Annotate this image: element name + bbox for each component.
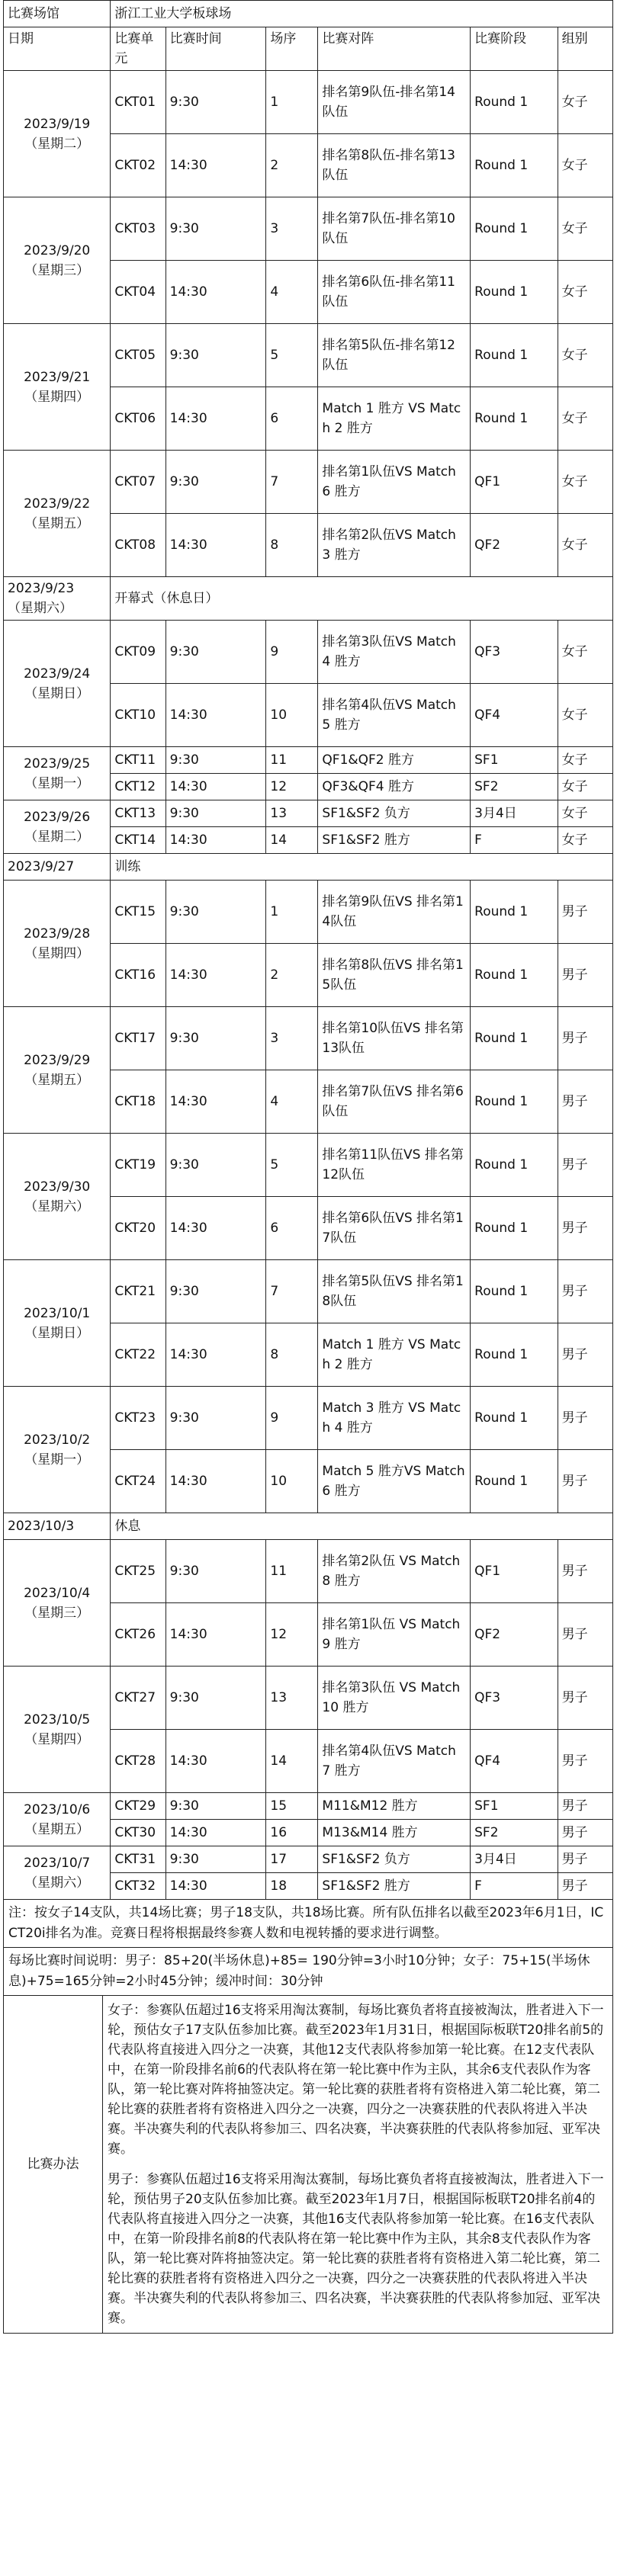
group-cell: 男子 (558, 1450, 612, 1513)
time-cell: 9:30 (165, 1667, 266, 1730)
match-cell: Match 1 胜方 VS Match 2 胜方 (318, 387, 471, 451)
stage-cell: SF2 (471, 1820, 558, 1846)
stage-cell: Round 1 (471, 881, 558, 944)
time-cell: 9:30 (165, 800, 266, 827)
unit-cell: CKT23 (111, 1387, 165, 1450)
match-row (4, 1007, 613, 1070)
match-cell: 排名第3队伍VS Match 4 胜方 (318, 621, 471, 684)
match-row (4, 197, 613, 261)
match-cell: 排名第9队伍VS 排名第14队伍 (318, 881, 471, 944)
date-cell (4, 881, 111, 1007)
time-cell: 9:30 (165, 451, 266, 514)
match-cell: 排名第7队伍VS 排名第6队伍 (318, 1070, 471, 1134)
stage-cell: QF4 (471, 684, 558, 747)
note-duration: 每场比赛时间说明：男子：85+20(半场休息)+85= 190分钟=3小时10分钟；女子：75+15(半场休息)+75=165分钟=2小时45分钟；缓冲时间：30分钟 (4, 1948, 613, 1996)
group-cell: 女子 (558, 324, 612, 387)
match-row (4, 71, 613, 134)
stage-cell: Round 1 (471, 197, 558, 261)
day-note: 休息 (111, 1513, 613, 1540)
group-cell: 男子 (558, 1873, 612, 1900)
unit-cell: CKT12 (111, 774, 165, 800)
order-cell: 3 (266, 1007, 318, 1070)
time-cell: 14:30 (165, 514, 266, 577)
date-text: 2023/9/22 (24, 496, 91, 512)
venue-name: 浙江工业大学板球场 (111, 1, 613, 27)
match-cell: 排名第6队伍VS 排名第17队伍 (318, 1197, 471, 1260)
match-row (4, 800, 613, 827)
order-cell: 2 (266, 134, 318, 197)
time-cell: 9:30 (165, 1387, 266, 1450)
order-cell: 5 (266, 1134, 318, 1197)
date-text: 2023/9/30 (24, 1179, 91, 1195)
header-stage: 比赛阶段 (471, 27, 558, 71)
rest-day-row (4, 577, 613, 621)
stage-cell: QF3 (471, 1667, 558, 1730)
group-cell: 男子 (558, 944, 612, 1007)
date-text: 2023/10/2 (24, 1432, 91, 1448)
date-cell (4, 1846, 111, 1900)
time-cell: 14:30 (165, 944, 266, 1007)
unit-cell: CKT17 (111, 1007, 165, 1070)
date-cell (4, 1260, 111, 1387)
unit-cell: CKT21 (111, 1260, 165, 1323)
match-cell: SF1&SF2 负方 (318, 1846, 471, 1873)
unit-cell: CKT06 (111, 387, 165, 451)
date-cell (4, 197, 111, 324)
time-cell: 9:30 (165, 1540, 266, 1603)
stage-cell: Round 1 (471, 324, 558, 387)
unit-cell: CKT30 (111, 1820, 165, 1846)
unit-cell: CKT32 (111, 1873, 165, 1900)
stage-cell: QF1 (471, 451, 558, 514)
rest-day-row (4, 1513, 613, 1540)
unit-cell: CKT25 (111, 1540, 165, 1603)
date-text: 2023/9/29 (24, 1052, 91, 1068)
time-cell: 9:30 (165, 71, 266, 134)
date-cell (4, 1134, 111, 1260)
time-cell: 14:30 (165, 1070, 266, 1134)
note-teams: 注：按女子14支队，共14场比赛；男子18支队，共18场比赛。所有队伍排名以截至2023年6月1日，ICCT20i排名为准。竞赛日程将根据最终参赛人数和电视转播的要求进行调整。 (4, 1900, 613, 1948)
date-text: 2023/9/24 (24, 666, 91, 682)
stage-cell: Round 1 (471, 944, 558, 1007)
weekday-text: （星期二） (24, 829, 90, 845)
stage-cell: Round 1 (471, 71, 558, 134)
group-cell: 女子 (558, 684, 612, 747)
order-cell: 13 (266, 1667, 318, 1730)
time-cell: 14:30 (165, 1450, 266, 1513)
unit-cell: CKT26 (111, 1603, 165, 1667)
stage-cell: Round 1 (471, 1197, 558, 1260)
stage-cell: Round 1 (471, 1260, 558, 1323)
weekday-text: （星期四） (24, 945, 90, 961)
date-cell (4, 854, 111, 881)
date-cell (4, 747, 111, 800)
time-cell: 14:30 (165, 134, 266, 197)
match-cell: 排名第4队伍VS Match 5 胜方 (318, 684, 471, 747)
header-row (4, 27, 613, 71)
unit-cell: CKT20 (111, 1197, 165, 1260)
match-cell: 排名第9队伍-排名第14队伍 (318, 71, 471, 134)
group-cell: 男子 (558, 1793, 612, 1820)
time-cell: 9:30 (165, 324, 266, 387)
order-cell: 11 (266, 747, 318, 774)
match-cell: 排名第2队伍VS Match 3 胜方 (318, 514, 471, 577)
weekday-text: （星期三） (24, 262, 90, 278)
unit-cell: CKT15 (111, 881, 165, 944)
stage-cell: QF4 (471, 1730, 558, 1793)
rules-text (103, 1996, 613, 2334)
match-cell: 排名第10队伍VS 排名第13队伍 (318, 1007, 471, 1070)
unit-cell: CKT04 (111, 261, 165, 324)
stage-cell: 3月4日 (471, 800, 558, 827)
match-cell: 排名第1队伍VS Match 6 胜方 (318, 451, 471, 514)
unit-cell: CKT08 (111, 514, 165, 577)
unit-cell: CKT10 (111, 684, 165, 747)
stage-cell: Round 1 (471, 1387, 558, 1450)
time-cell: 14:30 (165, 387, 266, 451)
date-text: 2023/9/21 (24, 369, 91, 385)
weekday-text: （星期二） (24, 136, 90, 152)
group-cell: 女子 (558, 621, 612, 684)
day-note: 训练 (111, 854, 613, 881)
stage-cell: 3月4日 (471, 1846, 558, 1873)
group-cell: 女子 (558, 387, 612, 451)
date-cell (4, 1667, 111, 1793)
unit-cell: CKT31 (111, 1846, 165, 1873)
order-cell: 1 (266, 881, 318, 944)
group-cell: 男子 (558, 881, 612, 944)
stage-cell: Round 1 (471, 261, 558, 324)
order-cell: 6 (266, 1197, 318, 1260)
group-cell: 男子 (558, 1603, 612, 1667)
stage-cell: Round 1 (471, 1007, 558, 1070)
group-cell: 女子 (558, 261, 612, 324)
time-cell: 14:30 (165, 261, 266, 324)
rules-label: 比赛办法 (4, 1996, 103, 2334)
time-cell: 14:30 (165, 774, 266, 800)
stage-cell: F (471, 1873, 558, 1900)
stage-cell: Round 1 (471, 1134, 558, 1197)
order-cell: 7 (266, 451, 318, 514)
header-group: 组别 (558, 27, 612, 71)
date-cell (4, 324, 111, 451)
unit-cell: CKT14 (111, 827, 165, 854)
order-cell: 5 (266, 324, 318, 387)
group-cell: 男子 (558, 1820, 612, 1846)
unit-cell: CKT07 (111, 451, 165, 514)
stage-cell: QF2 (471, 514, 558, 577)
order-cell: 13 (266, 800, 318, 827)
group-cell: 男子 (558, 1197, 612, 1260)
date-text: 2023/10/6 (24, 1801, 91, 1817)
group-cell: 女子 (558, 800, 612, 827)
group-cell: 男子 (558, 1007, 612, 1070)
match-cell: 排名第11队伍VS 排名第12队伍 (318, 1134, 471, 1197)
date-cell (4, 71, 111, 197)
order-cell: 2 (266, 944, 318, 1007)
venue-label: 比赛场馆 (4, 1, 111, 27)
time-cell: 9:30 (165, 621, 266, 684)
unit-cell: CKT18 (111, 1070, 165, 1134)
date-text: 2023/9/27 (8, 859, 75, 874)
weekday-text: （星期五） (24, 515, 90, 531)
date-text: 2023/9/20 (24, 242, 91, 258)
time-cell: 14:30 (165, 684, 266, 747)
match-cell: 排名第1队伍 VS Match 9 胜方 (318, 1603, 471, 1667)
date-text: 2023/10/1 (24, 1305, 91, 1321)
order-cell: 10 (266, 1450, 318, 1513)
unit-cell: CKT01 (111, 71, 165, 134)
date-cell (4, 1387, 111, 1513)
match-cell: 排名第8队伍-排名第13队伍 (318, 134, 471, 197)
match-cell: QF3&QF4 胜方 (318, 774, 471, 800)
order-cell: 8 (266, 514, 318, 577)
match-cell: 排名第6队伍-排名第11队伍 (318, 261, 471, 324)
match-row (4, 1793, 613, 1820)
match-row (4, 1846, 613, 1873)
day-note: 开幕式（休息日） (111, 577, 613, 621)
unit-cell: CKT16 (111, 944, 165, 1007)
unit-cell: CKT11 (111, 747, 165, 774)
order-cell: 15 (266, 1793, 318, 1820)
group-cell: 女子 (558, 71, 612, 134)
unit-cell: CKT13 (111, 800, 165, 827)
date-cell (4, 800, 111, 854)
group-cell: 女子 (558, 514, 612, 577)
date-cell (4, 577, 111, 621)
time-cell: 9:30 (165, 1134, 266, 1197)
order-cell: 6 (266, 387, 318, 451)
header-match: 比赛对阵 (318, 27, 471, 71)
unit-cell: CKT29 (111, 1793, 165, 1820)
match-cell: M11&M12 胜方 (318, 1793, 471, 1820)
order-cell: 11 (266, 1540, 318, 1603)
date-text: 2023/10/4 (24, 1585, 91, 1601)
group-cell: 男子 (558, 1846, 612, 1873)
match-cell: 排名第5队伍-排名第12队伍 (318, 324, 471, 387)
match-row (4, 747, 613, 774)
group-cell: 男子 (558, 1260, 612, 1323)
header-time: 比赛时间 (165, 27, 266, 71)
date-text: 2023/10/3 (8, 1519, 75, 1534)
weekday-text: （星期日） (24, 685, 90, 701)
time-cell: 14:30 (165, 1730, 266, 1793)
order-cell: 12 (266, 774, 318, 800)
date-cell (4, 1007, 111, 1134)
match-row (4, 1260, 613, 1323)
unit-cell: CKT03 (111, 197, 165, 261)
stage-cell: Round 1 (471, 1070, 558, 1134)
schedule-body (4, 1, 613, 1900)
date-cell (4, 621, 111, 747)
order-cell: 4 (266, 1070, 318, 1134)
match-cell: Match 5 胜方VS Match 6 胜方 (318, 1450, 471, 1513)
weekday-text: （星期六） (24, 1198, 90, 1214)
order-cell: 9 (266, 1387, 318, 1450)
match-row (4, 1387, 613, 1450)
group-cell: 男子 (558, 1540, 612, 1603)
time-cell: 9:30 (165, 1007, 266, 1070)
match-cell: Match 1 胜方 VS Match 2 胜方 (318, 1323, 471, 1387)
order-cell: 17 (266, 1846, 318, 1873)
group-cell: 男子 (558, 1730, 612, 1793)
unit-cell: CKT22 (111, 1323, 165, 1387)
time-cell: 14:30 (165, 1323, 266, 1387)
time-cell: 14:30 (165, 1603, 266, 1667)
order-cell: 16 (266, 1820, 318, 1846)
order-cell: 4 (266, 261, 318, 324)
match-cell: Match 3 胜方 VS Match 4 胜方 (318, 1387, 471, 1450)
time-cell: 9:30 (165, 881, 266, 944)
match-cell: SF1&SF2 胜方 (318, 827, 471, 854)
group-cell: 女子 (558, 134, 612, 197)
date-text: 2023/10/5 (24, 1711, 91, 1727)
order-cell: 8 (266, 1323, 318, 1387)
header-order: 场序 (266, 27, 318, 71)
match-row (4, 621, 613, 684)
unit-cell: CKT24 (111, 1450, 165, 1513)
group-cell: 男子 (558, 1070, 612, 1134)
order-cell: 3 (266, 197, 318, 261)
match-cell: 排名第3队伍 VS Match 10 胜方 (318, 1667, 471, 1730)
order-cell: 1 (266, 71, 318, 134)
unit-cell: CKT28 (111, 1730, 165, 1793)
date-cell (4, 451, 111, 577)
time-cell: 14:30 (165, 1820, 266, 1846)
rules-women: 女子：参赛队伍超过16支将采用淘汰赛制，每场比赛负者将直接被淘汰，胜者进入下一轮，预估女子17支队伍参加比赛。截至2023年1月31日，根据国际板联T20排名前5的代表队将直接进入四分之一决赛，其他12支代表队将参加第一轮比赛。在12支代表队中，在第一阶段排名前6的代表队将在第一轮比赛中作为主队，其余6支代表队作为客队，第一轮比赛对阵将抽签决定。第一轮比赛的获胜者将有资格进入第二轮比赛，第二轮比赛的获胜者将有资格进入四分之一决赛，四分之一决赛获胜的代表队将进入半决赛。半决赛失利的代表队将参加三、四名决赛，半决赛获胜的代表队将参加冠、亚军决赛。 (108, 2003, 604, 2157)
match-row (4, 451, 613, 514)
stage-cell: SF1 (471, 747, 558, 774)
order-cell: 18 (266, 1873, 318, 1900)
match-cell: 排名第5队伍VS 排名第18队伍 (318, 1260, 471, 1323)
time-cell: 9:30 (165, 747, 266, 774)
weekday-text: （星期五） (24, 1821, 90, 1837)
match-cell: 排名第2队伍 VS Match 8 胜方 (318, 1540, 471, 1603)
schedule-table (3, 0, 613, 1900)
order-cell: 9 (266, 621, 318, 684)
time-cell: 14:30 (165, 1873, 266, 1900)
date-text: 2023/9/19 (24, 116, 91, 132)
rest-day-row (4, 854, 613, 881)
venue-row (4, 1, 613, 27)
match-cell: QF1&QF2 胜方 (318, 747, 471, 774)
time-cell: 14:30 (165, 827, 266, 854)
time-cell: 9:30 (165, 1793, 266, 1820)
weekday-text: （星期六） (8, 601, 72, 616)
date-cell (4, 1540, 111, 1667)
group-cell: 男子 (558, 1134, 612, 1197)
unit-cell: CKT19 (111, 1134, 165, 1197)
weekday-text: （星期日） (24, 1325, 90, 1341)
match-row (4, 1134, 613, 1197)
time-cell: 9:30 (165, 1846, 266, 1873)
date-text: 2023/9/28 (24, 925, 91, 942)
date-cell (4, 1513, 111, 1540)
date-cell (4, 1793, 111, 1846)
header-unit: 比赛单元 (111, 27, 165, 71)
stage-cell: SF2 (471, 774, 558, 800)
weekday-text: （星期四） (24, 389, 90, 405)
stage-cell: QF3 (471, 621, 558, 684)
stage-cell: QF2 (471, 1603, 558, 1667)
group-cell: 女子 (558, 197, 612, 261)
group-cell: 男子 (558, 1387, 612, 1450)
group-cell: 男子 (558, 1667, 612, 1730)
match-cell: SF1&SF2 胜方 (318, 1873, 471, 1900)
stage-cell: Round 1 (471, 387, 558, 451)
group-cell: 女子 (558, 774, 612, 800)
notes-table (3, 1899, 613, 2334)
group-cell: 女子 (558, 827, 612, 854)
stage-cell: Round 1 (471, 1450, 558, 1513)
rules-men: 男子：参赛队伍超过16支将采用淘汰赛制，每场比赛负者将直接被淘汰，胜者进入下一轮，预估男子20支队伍参加比赛。截至2023年1月7日，根据国际板联T20排名前4的代表队将直接进入四分之一决赛，其他16支代表队将参加第一轮比赛。在16支代表队中，在第一阶段排名前8的代表队将在第一轮比赛中作为主队，其余8支代表队作为客队，第一轮比赛对阵将抽签决定。第一轮比赛的获胜者将有资格进入第二轮比赛，第二轮比赛的获胜者将有资格进入四分之一决赛，四分之一决赛获胜的代表队将进入半决赛。半决赛失利的代表队将参加三、四名决赛，半决赛获胜的代表队将参加冠、亚军决赛。 (108, 2172, 604, 2326)
order-cell: 12 (266, 1603, 318, 1667)
match-cell: SF1&SF2 负方 (318, 800, 471, 827)
time-cell: 9:30 (165, 197, 266, 261)
time-cell: 9:30 (165, 1260, 266, 1323)
stage-cell: Round 1 (471, 1323, 558, 1387)
stage-cell: F (471, 827, 558, 854)
group-cell: 女子 (558, 451, 612, 514)
unit-cell: CKT27 (111, 1667, 165, 1730)
date-text: 2023/9/25 (24, 755, 91, 772)
unit-cell: CKT05 (111, 324, 165, 387)
match-cell: 排名第4队伍VS Match 7 胜方 (318, 1730, 471, 1793)
weekday-text: （星期六） (24, 1875, 90, 1891)
match-row (4, 324, 613, 387)
match-cell: 排名第7队伍-排名第10队伍 (318, 197, 471, 261)
date-text: 2023/9/26 (24, 809, 91, 825)
weekday-text: （星期三） (24, 1605, 90, 1621)
stage-cell: QF1 (471, 1540, 558, 1603)
date-text: 2023/9/23 (8, 581, 75, 596)
time-cell: 14:30 (165, 1197, 266, 1260)
weekday-text: （星期五） (24, 1072, 90, 1088)
stage-cell: SF1 (471, 1793, 558, 1820)
stage-cell: Round 1 (471, 134, 558, 197)
order-cell: 14 (266, 827, 318, 854)
match-row (4, 1667, 613, 1730)
unit-cell: CKT09 (111, 621, 165, 684)
match-row (4, 1540, 613, 1603)
date-text: 2023/10/7 (24, 1855, 91, 1871)
header-date: 日期 (4, 27, 111, 71)
unit-cell: CKT02 (111, 134, 165, 197)
order-cell: 14 (266, 1730, 318, 1793)
group-cell: 男子 (558, 1323, 612, 1387)
match-cell: M13&M14 胜方 (318, 1820, 471, 1846)
group-cell: 女子 (558, 747, 612, 774)
order-cell: 10 (266, 684, 318, 747)
order-cell: 7 (266, 1260, 318, 1323)
match-row (4, 881, 613, 944)
weekday-text: （星期四） (24, 1731, 90, 1747)
weekday-text: （星期一） (24, 1452, 90, 1468)
match-cell: 排名第8队伍VS 排名第15队伍 (318, 944, 471, 1007)
weekday-text: （星期一） (24, 775, 90, 791)
